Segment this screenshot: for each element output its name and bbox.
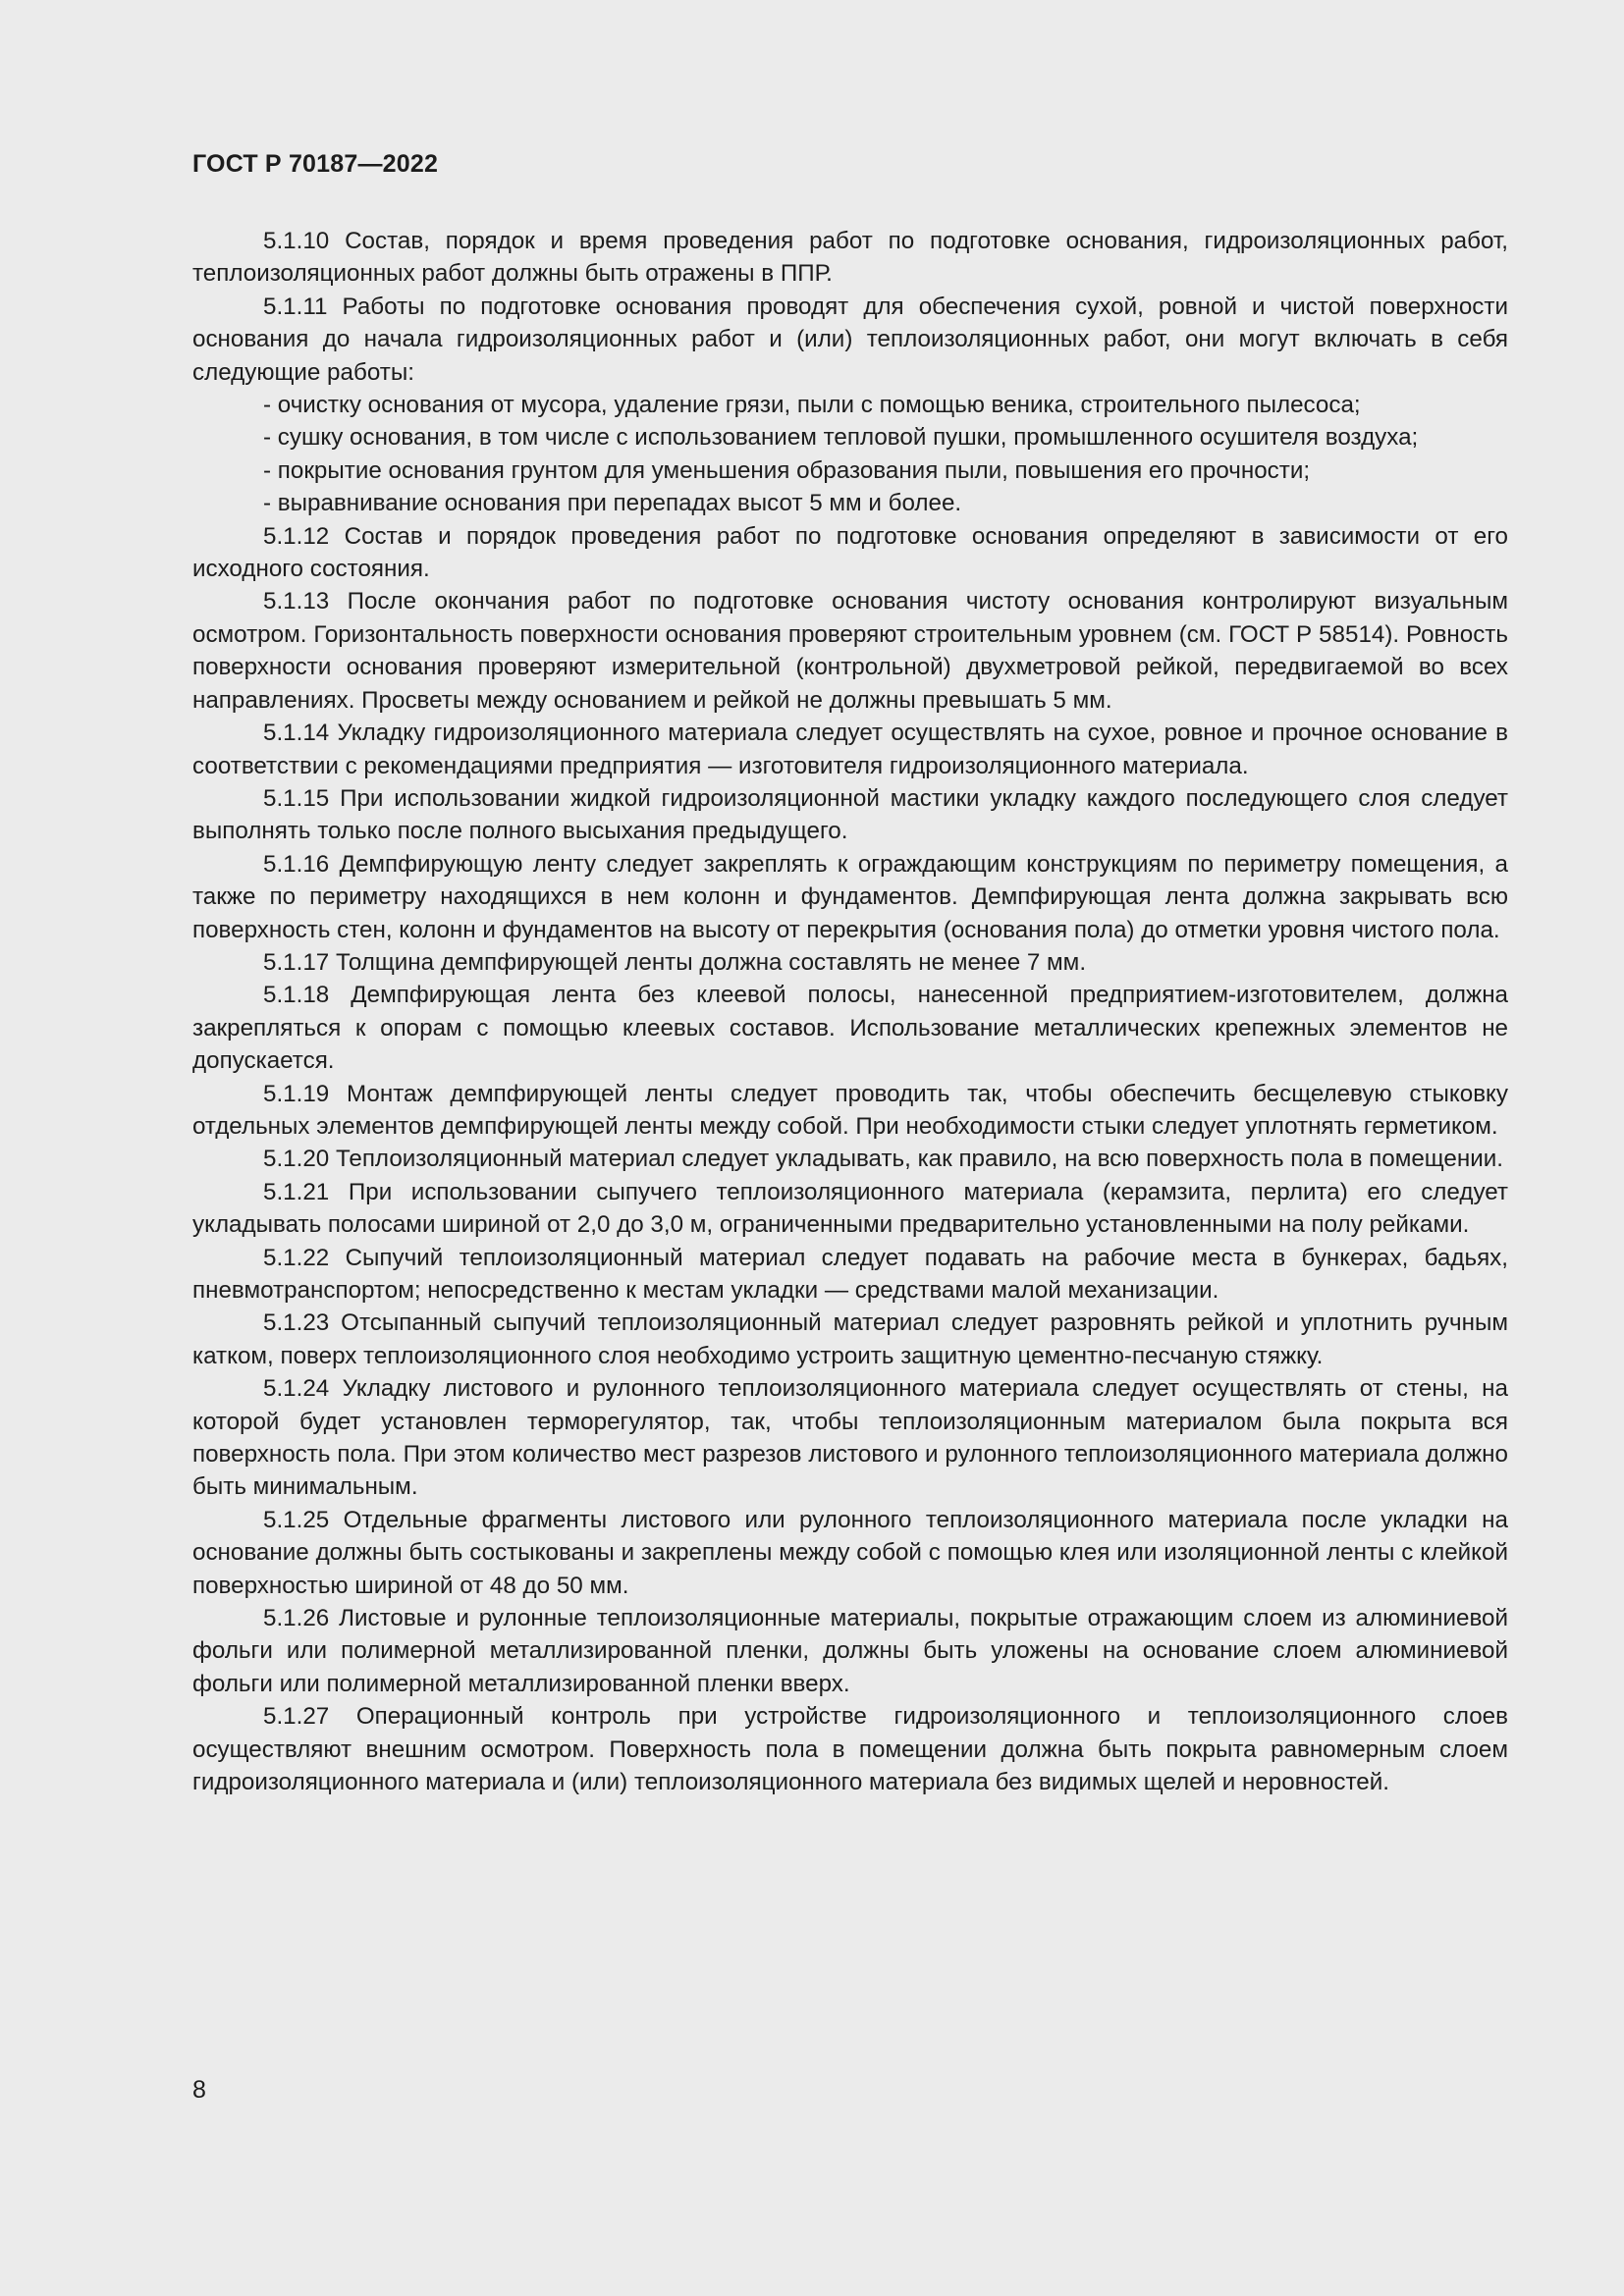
paragraph-5-1-18: 5.1.18 Демпфирующая лента без клеевой полосы, нанесенной предприятием-изготовителем, должна закрепляться к опорам с помощью клеевых составов. Использование металлических крепежных элементов не допускается. <box>192 982 1508 1075</box>
paragraph-5-1-24: 5.1.24 Укладку листового и рулонного теплоизоляционного материала следует осуществлять от стены, на которой будет установлен терморегулятор, так, чтобы теплоизоляционным материалом была покрыта вся поверхность пола. При этом количество мест разрезов листового и рулонного теплоизоляционного материала должно быть минимальным. <box>192 1375 1508 1501</box>
paragraph-5-1-22: 5.1.22 Сыпучий теплоизоляционный материал следует подавать на рабочие места в бункерах, бадьях, пневмотранспортом; непосредственно к местам укладки — средствами малой механизации. <box>192 1244 1508 1304</box>
paragraph-5-1-21: 5.1.21 При использовании сыпучего теплоизоляционного материала (керамзита, перлита) его следует укладывать полосами шириной от 2,0 до 3,0 м, ограниченными предварительно установленными на полу рейками. <box>192 1178 1508 1239</box>
paragraph-5-1-13: 5.1.13 После окончания работ по подготовке основания чистоту основания контролируют визуальным осмотром. Горизонтальность поверхности основания проверяют строительным уровнем (см. ГОСТ Р 58514). Ровность поверхности основания проверяют измерительной (контрольной) двухметровой рейкой, передвигаемой во всех направлениях. Просветы между основанием и рейкой не должны превышать 5 мм. <box>192 588 1508 714</box>
list-item-cleaning: - очистку основания от мусора, удаление грязи, пыли с помощью веника, строительного пылесоса; <box>263 392 1361 419</box>
paragraph-5-1-14: 5.1.14 Укладку гидроизоляционного материала следует осуществлять на сухое, ровное и прочное основание в соответствии с рекомендациями предприятия — изготовителя гидроизоляционного материала. <box>192 720 1508 779</box>
list-item-priming: - покрытие основания грунтом для уменьшения образования пыли, повышения его прочности; <box>263 456 1311 484</box>
paragraph-5-1-15: 5.1.15 При использовании жидкой гидроизоляционной мастики укладку каждого последующего слоя следует выполнять только после полного высыхания предыдущего. <box>192 784 1508 845</box>
paragraph-5-1-27: 5.1.27 Операционный контроль при устройстве гидроизоляционного и теплоизоляционного слоев осуществляют внешним осмотром. Поверхность пола в помещении должна быть покрыта равномерным слоем гидроизоляционного материала и (или) теплоизоляционного материала без видимых щелей и неровностей. <box>192 1703 1508 1796</box>
paragraph-5-1-17: 5.1.17 Толщина демпфирующей ленты должна составлять не менее 7 мм. <box>263 948 1087 976</box>
paragraph-5-1-19: 5.1.19 Монтаж демпфирующей ленты следует проводить так, чтобы обеспечить бесщелевую стыковку отдельных элементов демпфирующей ленты между собой. При необходимости стыки следует уплотнять герметиком. <box>192 1080 1508 1140</box>
document-body <box>192 225 1508 1799</box>
paragraph-5-1-20: 5.1.20 Теплоизоляционный материал следует укладывать, как правило, на всю поверхность пола в помещении. <box>263 1146 1503 1173</box>
paragraph-5-1-10: 5.1.10 Состав, порядок и время проведения работ по подготовке основания, гидроизоляционных работ, теплоизоляционных работ должны быть отражены в ППР. <box>192 228 1508 288</box>
document-header: ГОСТ Р 70187—2022 <box>192 150 439 178</box>
paragraph-5-1-16: 5.1.16 Демпфирующую ленту следует закреплять к ограждающим конструкциям по периметру помещения, а также по периметру находящихся в нем колонн и фундаментов. Демпфирующая лента должна закрывать всю поверхность стен, колонн и фундаментов на высоту от перекрытия (основания пола) до отметки уровня чистого пола. <box>192 850 1508 943</box>
list-item-drying: - сушку основания, в том числе с использованием тепловой пушки, промышленного осушителя воздуха; <box>263 424 1419 452</box>
paragraph-5-1-12: 5.1.12 Состав и порядок проведения работ по подготовке основания определяют в зависимости от его исходного состояния. <box>192 522 1508 583</box>
paragraph-5-1-11: 5.1.11 Работы по подготовке основания проводят для обеспечения сухой, ровной и чистой поверхности основания до начала гидроизоляционных работ и (или) теплоизоляционных работ, они могут включать в себя следующие работы: <box>192 293 1508 386</box>
list-item-leveling: - выравнивание основания при перепадах высот 5 мм и более. <box>263 490 962 517</box>
paragraph-5-1-23: 5.1.23 Отсыпанный сыпучий теплоизоляционный материал следует разровнять рейкой и уплотнить ручным катком, поверх теплоизоляционного слоя необходимо устроить защитную цементно-песчаную стяжку. <box>192 1309 1508 1369</box>
paragraph-5-1-26: 5.1.26 Листовые и рулонные теплоизоляционные материалы, покрытые отражающим слоем из алюминиевой фольги или полимерной металлизированной пленки, должны быть уложены на основание слоем алюминиевой фольги или полимерной металлизированной пленки вверх. <box>192 1605 1508 1697</box>
paragraph-5-1-25: 5.1.25 Отдельные фрагменты листового или рулонного теплоизоляционного материала после укладки на основание должны быть состыкованы и закреплены между собой с помощью клея или изоляционной ленты с клейкой поверхностью шириной от 48 до 50 мм. <box>192 1506 1508 1599</box>
page-number: 8 <box>192 2076 206 2104</box>
